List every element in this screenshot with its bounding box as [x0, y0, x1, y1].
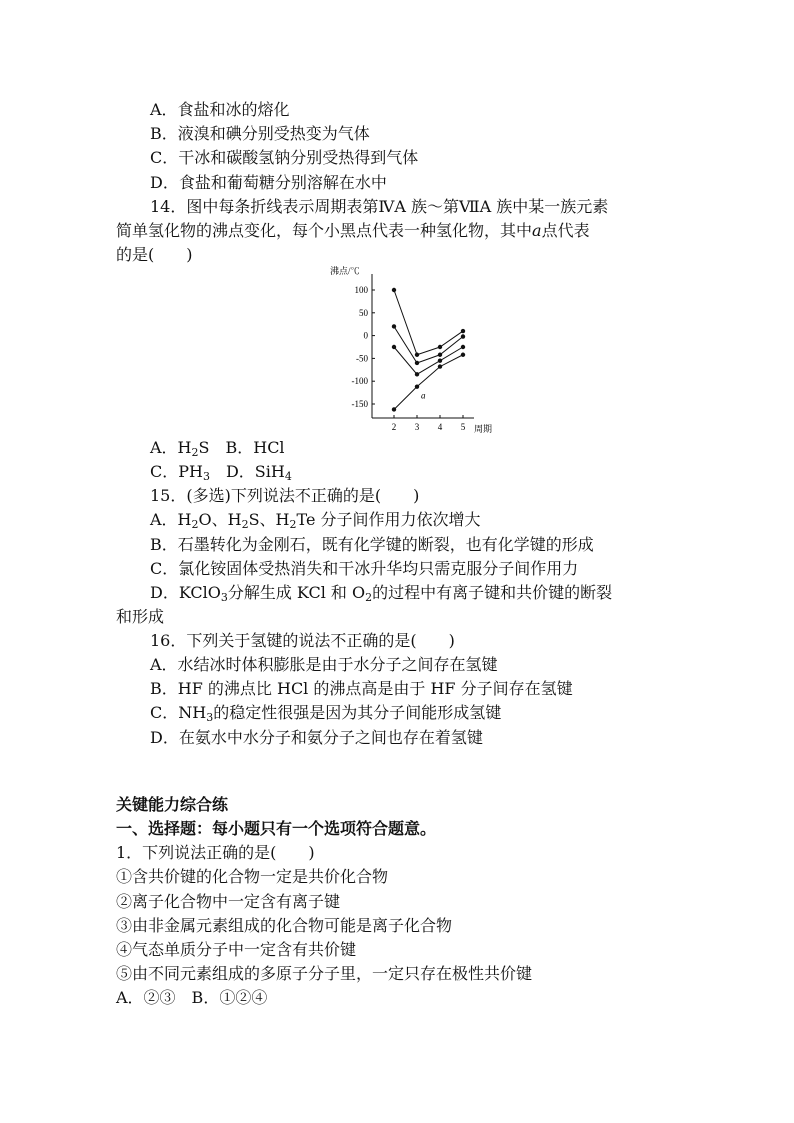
q14-opt-b: S B．HCl — [198, 438, 285, 457]
chart-x-label: 周期 — [474, 424, 493, 434]
data-point — [461, 353, 465, 357]
x-tick-label: 3 — [414, 422, 420, 432]
q16-stem: 16．下列关于氢键的说法不正确的是( ) — [150, 631, 455, 650]
chart-ticks — [352, 285, 466, 432]
sub: 2 — [365, 591, 373, 604]
sub: 3 — [220, 591, 228, 604]
text: 的稳定性很强是因为其分子间能形成氢键 — [213, 703, 502, 722]
chart-annotation-a: a — [421, 390, 426, 401]
q14-sub: 2 — [191, 446, 199, 459]
sub: 3 — [206, 711, 214, 724]
x-tick-label: 2 — [391, 422, 397, 432]
y-tick-label: 100 — [354, 285, 368, 295]
q1-options: A．②③ B．①②④ — [116, 988, 268, 1007]
y-tick-label: -50 — [356, 353, 368, 364]
q14-sub: 4 — [284, 470, 292, 483]
y-tick-label: -150 — [351, 399, 368, 409]
q1-stem: 1．下列说法正确的是( ) — [116, 843, 315, 862]
boiling-point-chart — [328, 262, 498, 436]
data-point — [392, 345, 396, 349]
q14-italic-a: a — [532, 221, 542, 240]
text: A．H — [150, 510, 192, 529]
data-point — [392, 288, 396, 292]
q15-option-b: B．石墨转化为金刚石，既有化学键的断裂，也有化学键的形成 — [150, 535, 594, 554]
sub: 2 — [191, 518, 199, 531]
q16-option-d: D．在氨水中水分子和氨分子之间也存在着氢键 — [150, 728, 483, 747]
x-tick-label: 4 — [437, 422, 443, 432]
text: O、H — [198, 510, 242, 529]
series-line-2 — [394, 326, 463, 362]
y-tick-label: 0 — [363, 330, 368, 341]
q14-opt-d: D．SiH — [209, 462, 285, 481]
data-point — [415, 361, 419, 365]
q14-text: 简单氢化物的沸点变化，每个小黑点代表一种氢化物，其中 — [116, 221, 533, 240]
q14-stem-line2 — [116, 219, 590, 243]
text: 的过程中有离子键和共价键的断裂 — [372, 583, 613, 602]
q1-statement-4: ④气态单质分子中一定含有共价键 — [116, 940, 357, 959]
data-point — [392, 407, 396, 411]
data-point — [415, 353, 419, 357]
q15-stem: 15．(多选)下列说法不正确的是( ) — [150, 486, 420, 505]
q14-opt-a: A．H — [150, 438, 192, 457]
data-point — [438, 353, 442, 357]
text: 分解生成 KCl 和 O — [227, 583, 366, 602]
q14-options-ab — [150, 436, 285, 460]
q14-stem-line1: 14．图中每条折线表示周期表第ⅣA 族～第ⅦA 族中某一族元素 — [150, 197, 609, 216]
text: C．NH — [150, 703, 207, 722]
section-title: 关键能力综合练 — [116, 795, 229, 814]
q15-option-a — [150, 508, 481, 532]
q13-option-b: B．液溴和碘分别受热变为气体 — [150, 124, 370, 143]
q15-option-c: C．氯化铵固体受热消失和干冰升华均只需克服分子间作用力 — [150, 559, 579, 578]
sub: 2 — [241, 518, 249, 531]
section-subtitle: 一、选择题：每小题只有一个选项符合题意。 — [116, 819, 437, 838]
text: Te 分子间作用力依次增大 — [296, 510, 481, 529]
data-point — [438, 364, 442, 368]
q14-opt-c: C．PH — [150, 462, 203, 481]
q1-statement-2: ②离子化合物中一定含有离子键 — [116, 892, 341, 911]
q15-option-d — [150, 581, 612, 605]
x-tick-label: 5 — [460, 422, 466, 432]
chart-series — [392, 288, 465, 412]
q1-statement-3: ③由非金属元素组成的化合物可能是离子化合物 — [116, 916, 453, 935]
sub: 2 — [289, 518, 297, 531]
q16-option-a: A．水结冰时体积膨胀是由于水分子之间存在氢键 — [150, 655, 498, 674]
data-point — [438, 345, 442, 349]
data-point — [461, 345, 465, 349]
data-point — [415, 372, 419, 376]
q14-stem-line3: 的是( ) — [116, 245, 193, 264]
q13-option-a: A．食盐和冰的熔化 — [150, 100, 290, 119]
q13-option-d: D．食盐和葡萄糖分别溶解在水中 — [150, 173, 387, 192]
data-point — [392, 324, 396, 328]
q15-option-d-cont: 和形成 — [116, 607, 165, 626]
q14-sub: 3 — [202, 470, 210, 483]
data-point — [461, 334, 465, 338]
y-tick-label: -100 — [351, 376, 368, 387]
text: D．KClO — [150, 583, 221, 602]
data-point — [461, 329, 465, 333]
series-line-4 — [394, 355, 463, 410]
q16-option-b: B．HF 的沸点比 HCl 的沸点高是由于 HF 分子间存在氢键 — [150, 679, 573, 698]
data-point — [415, 384, 419, 388]
text: S、H — [248, 510, 290, 529]
data-point — [438, 358, 442, 362]
chart-y-label: 沸点/℃ — [330, 266, 360, 276]
q1-statement-5: ⑤由不同元素组成的多原子分子里，一定只存在极性共价键 — [116, 964, 533, 983]
q1-statement-1: ①含共价键的化合物一定是共价化合物 — [116, 867, 389, 886]
q16-option-c — [150, 701, 501, 725]
q14-options-cd — [150, 460, 292, 484]
q14-text-end: 点代表 — [541, 221, 590, 240]
q13-option-c: C．干冰和碳酸氢钠分别受热得到气体 — [150, 148, 419, 167]
y-tick-label: 50 — [359, 307, 368, 318]
